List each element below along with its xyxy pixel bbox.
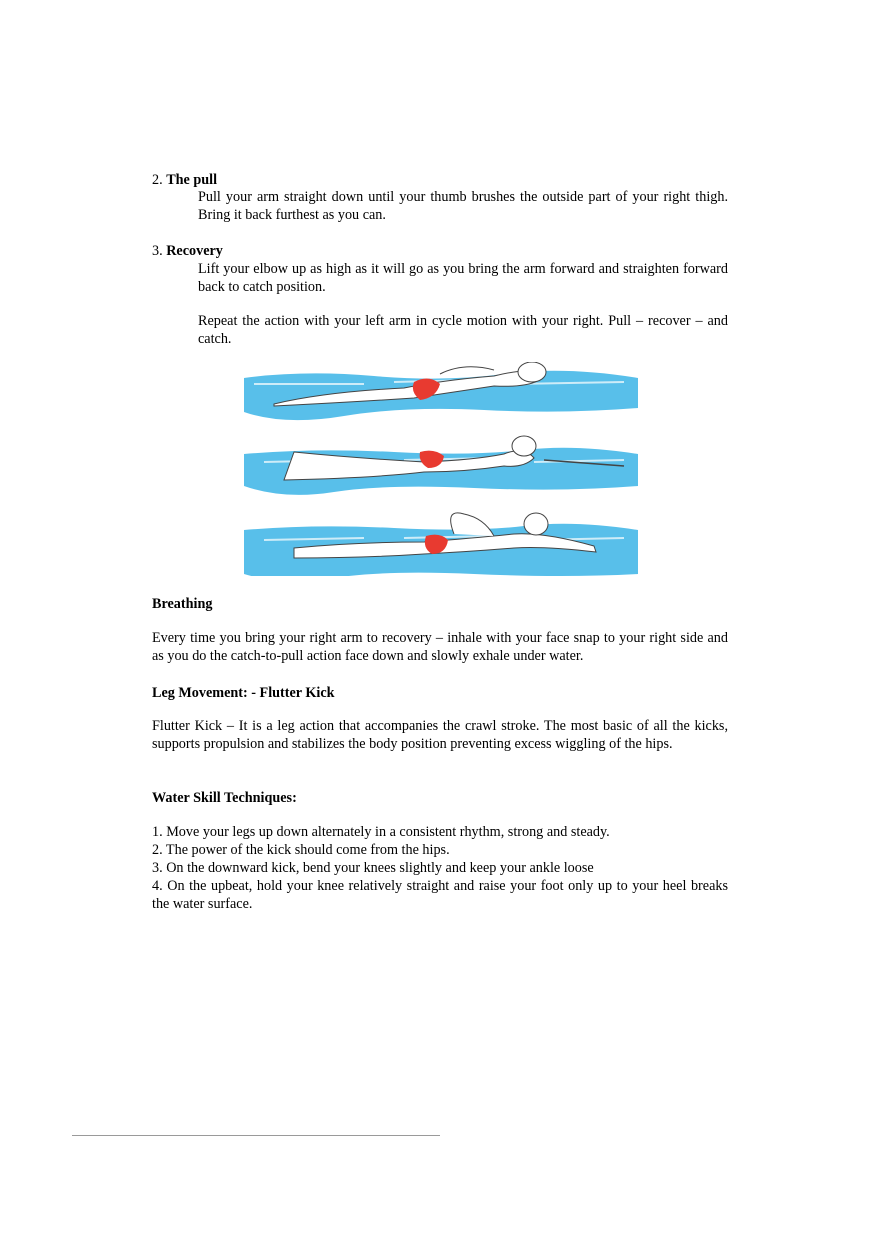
step-recovery-text: Lift your elbow up as high as it will go as you bring the arm forward and straighten forward back to catch position. [198, 261, 728, 295]
leg-movement-heading-text: Leg Movement: - Flutter Kick [152, 685, 335, 701]
swimmer-panel-2 [244, 436, 638, 495]
step-pull-text: Pull your arm straight down until your thumb brushes the outside part of your right thigh. Bring it back furthest as you can. [198, 189, 728, 223]
step-pull-title: The pull [166, 172, 218, 188]
breathing-text: Every time you bring your right arm to recovery – inhale with your face snap to your right side and as you do the catch-to-pull action face down and slowly exhale under water. [152, 630, 728, 664]
list-item: 4. On the upbeat, hold your knee relatively straight and raise your foot only up to your heel breaks the water surface. [152, 878, 728, 912]
step-recovery-heading [152, 242, 728, 260]
water-skills-list [152, 823, 728, 913]
water-skills-heading [152, 789, 728, 807]
step-recovery-repeat: Repeat the action with your left arm in cycle motion with your right. Pull – recover – and catch. [198, 313, 728, 347]
list-item: 3. On the downward kick, bend your knees slightly and keep your ankle loose [152, 860, 594, 876]
leg-movement-heading [152, 684, 728, 702]
crawl-stroke-illustration [244, 362, 638, 576]
footnote-separator [72, 1135, 440, 1136]
step-pull-number: 2. [152, 172, 163, 188]
breathing-heading-text: Breathing [152, 596, 213, 612]
leg-movement-text: Flutter Kick – It is a leg action that accompanies the crawl stroke. The most basic of all the kicks, supports propulsion and stabilizes the body position preventing excess wiggling of the hips. [152, 718, 728, 752]
swimmer-sequence-svg [244, 362, 638, 576]
step-recovery-number: 3. [152, 243, 163, 259]
step-pull-heading [152, 171, 728, 189]
water-skills-heading-text: Water Skill Techniques: [152, 790, 297, 806]
list-item: 1. Move your legs up down alternately in a consistent rhythm, strong and steady. [152, 824, 610, 840]
swimmer-panel-3 [244, 513, 638, 576]
step-recovery-title: Recovery [166, 243, 223, 259]
swimmer-panel-1 [244, 362, 638, 420]
list-item: 2. The power of the kick should come from the hips. [152, 842, 450, 858]
breathing-heading [152, 595, 728, 613]
